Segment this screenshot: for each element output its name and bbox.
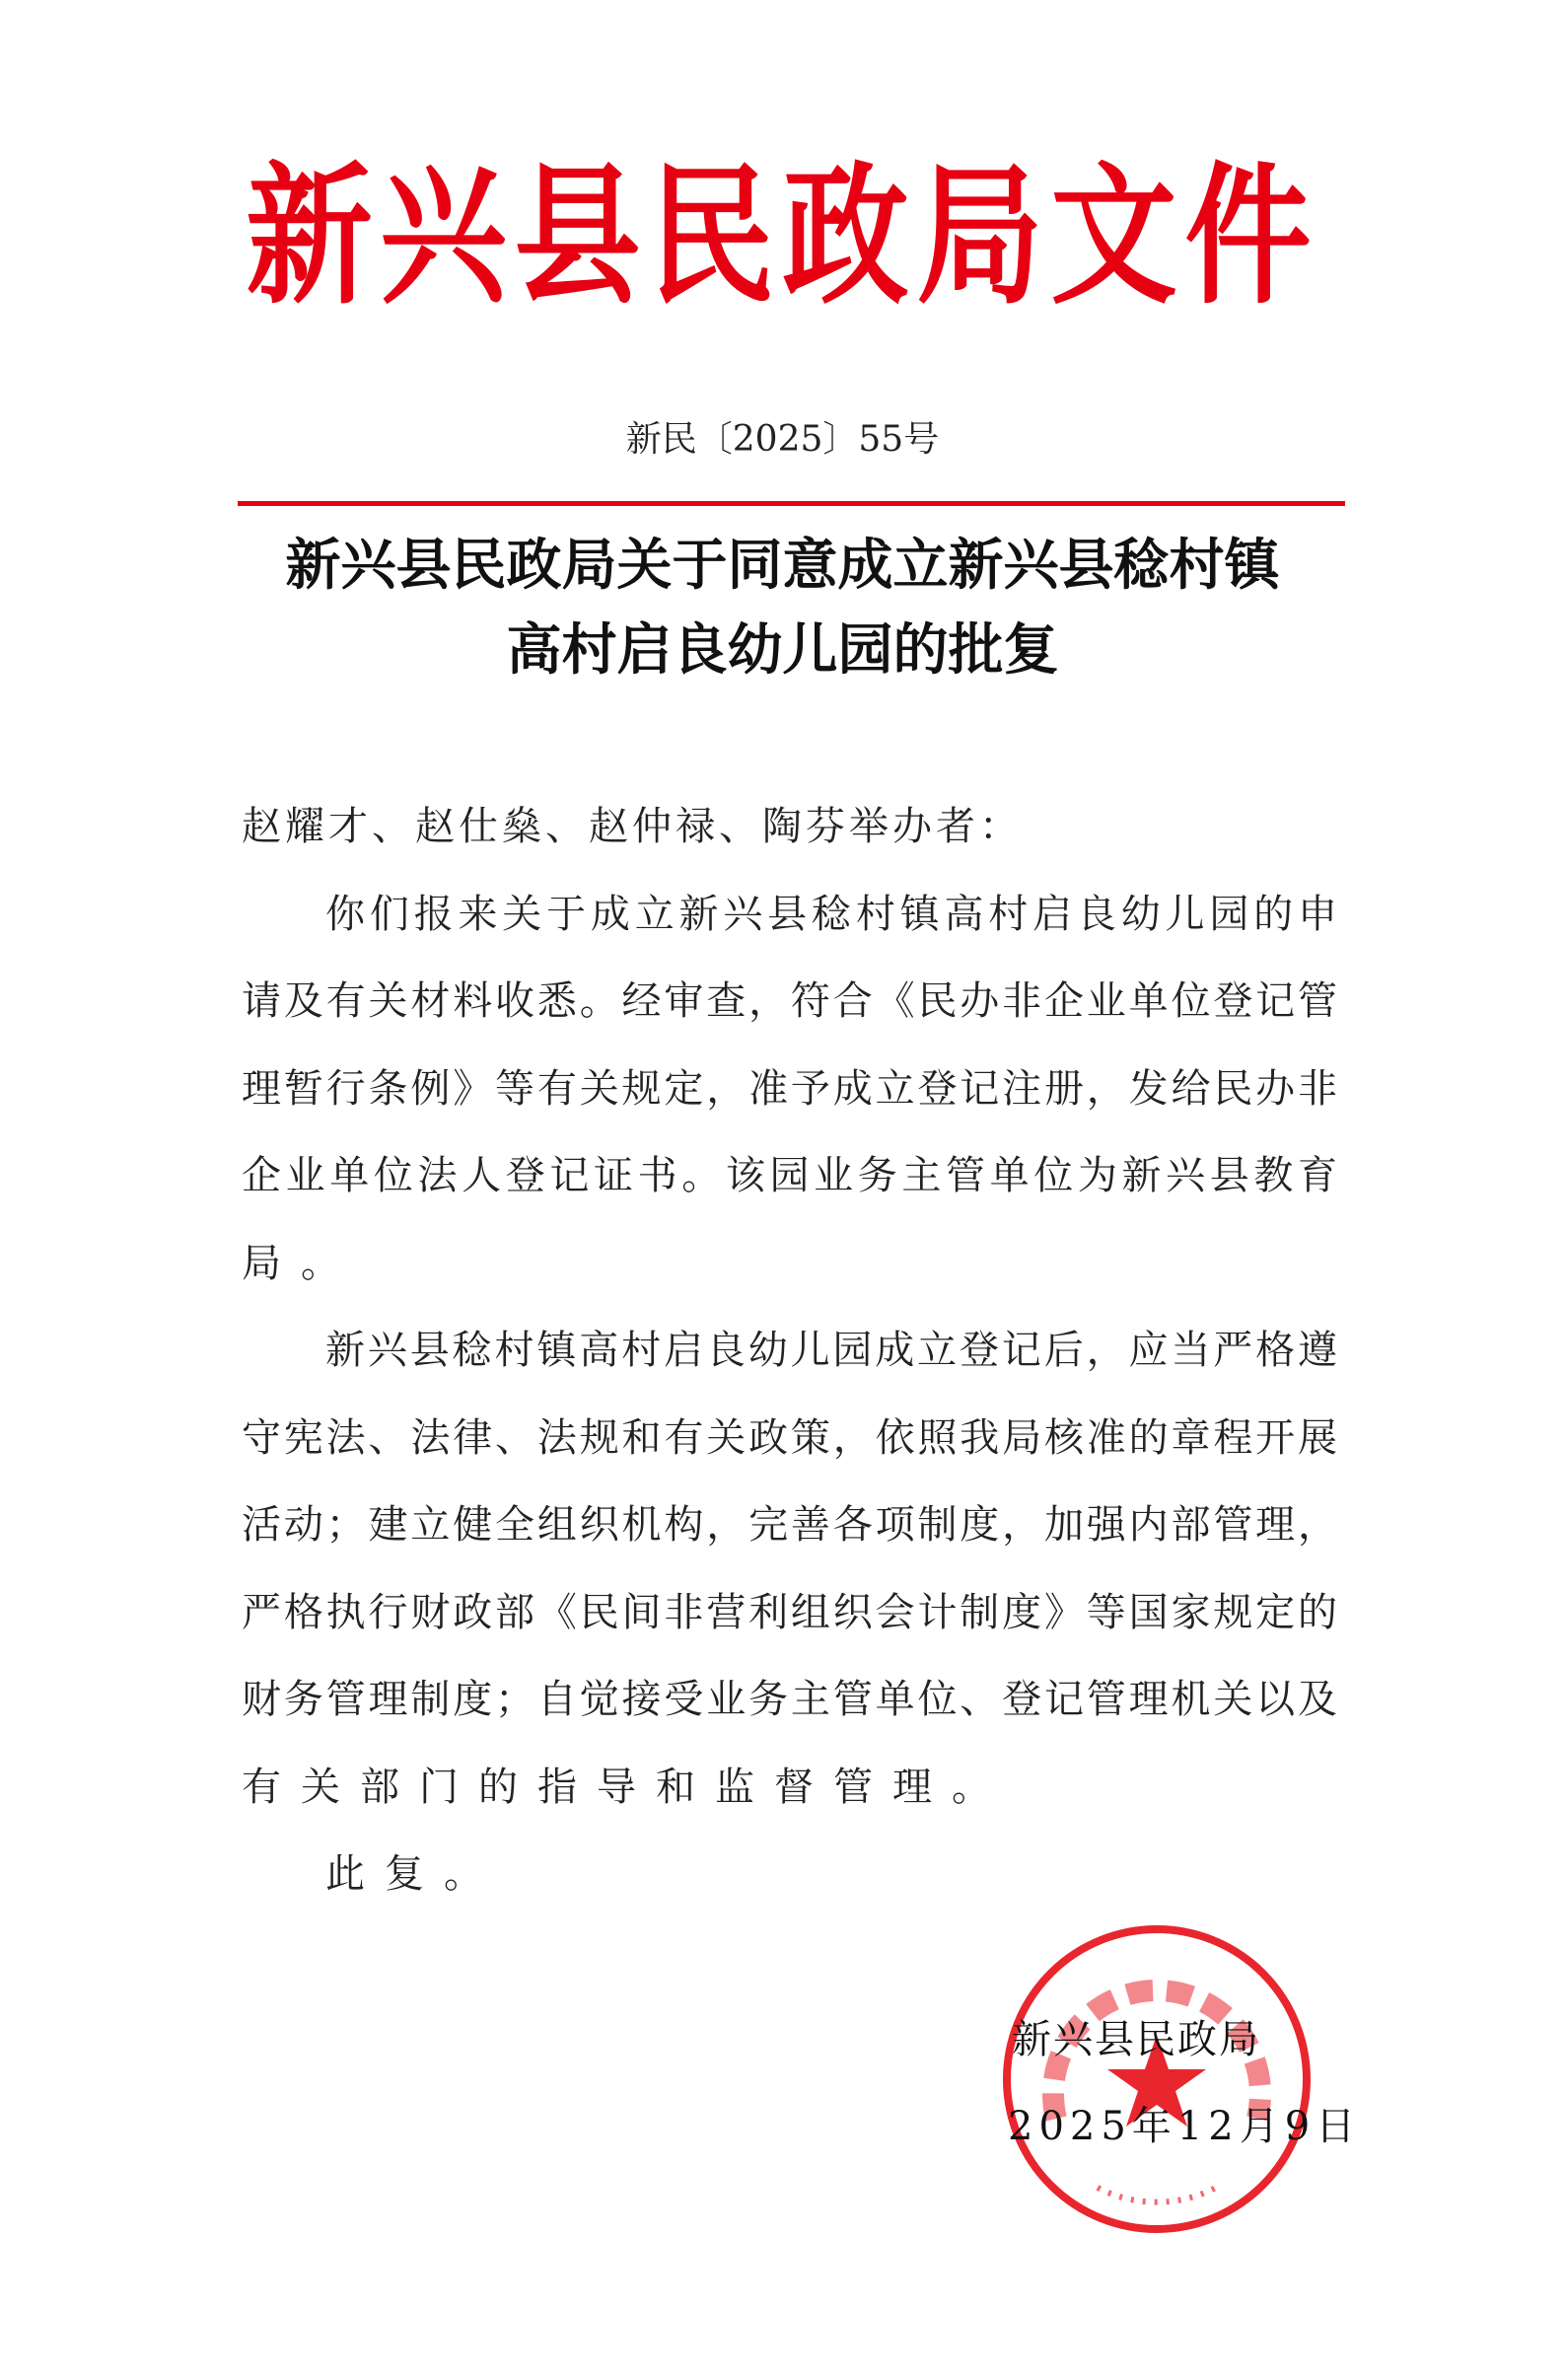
- document-number: 新民〔2025〕55号: [625, 419, 940, 460]
- document-title: [197, 523, 1368, 692]
- salutation: 赵耀才、赵仕燊、赵仲禄、陶芬举办者：: [242, 804, 1023, 849]
- paragraph-line: 你们报来关于成立新兴县稔村镇高村启良幼儿园的申: [325, 891, 1337, 937]
- title-line: 新兴县民政局关于同意成立新兴县稔村镇: [285, 533, 1280, 598]
- paragraph-line: 严格执行财政部《民间非营利组织会计制度》等国家规定的: [242, 1589, 1337, 1635]
- paragraph-line: 企业单位法人登记证书。该园业务主管单位为新兴县教育: [242, 1153, 1337, 1198]
- official-seal: [999, 1921, 1315, 2237]
- red-divider: [238, 501, 1345, 506]
- paragraph-line: 财务管理制度；自觉接受业务主管单位、登记管理机关以及: [242, 1677, 1337, 1722]
- document-body: [242, 794, 1337, 1929]
- signature-date: 2025年12月9日: [1008, 2104, 1362, 2149]
- paragraph-line: 理暂行条例》等有关规定，准予成立登记注册，发给民办非: [242, 1065, 1337, 1112]
- paragraph-line: 请及有关材料收悉。经审查，符合《民办非企业单位登记管: [242, 978, 1337, 1024]
- paragraph-line: 新兴县稔村镇高村启良幼儿园成立登记后，应当严格遵: [325, 1328, 1337, 1373]
- signature-org: 新兴县民政局: [1012, 2017, 1260, 2062]
- paragraph-line: 有关部门的指导和监督管理。: [242, 1764, 1011, 1810]
- paragraph-line: 局。: [242, 1240, 360, 1286]
- paragraph-line: 活动；建立健全组织机构，完善各项制度，加强内部管理，: [242, 1502, 1337, 1548]
- document-masthead: 新兴县民政局文件: [246, 148, 1319, 325]
- paragraph-line: 守宪法、法律、法规和有关政策，依照我局核准的章程开展: [242, 1414, 1337, 1461]
- title-line: 高村启良幼儿园的批复: [506, 617, 1059, 683]
- paragraph-line: 此复。: [325, 1851, 503, 1897]
